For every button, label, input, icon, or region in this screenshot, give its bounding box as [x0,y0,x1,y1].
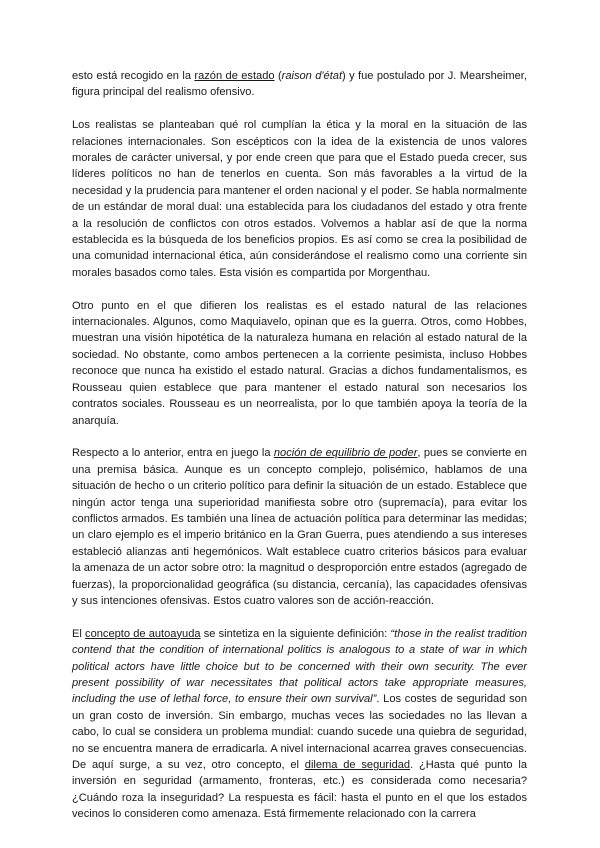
text-run: se sintetiza en la siguiente definición: [200,627,391,640]
paragraph-razon-de-estado [72,68,527,101]
term-concepto-de-autoayuda: concepto de autoayuda [85,627,201,640]
text-run: . Los costes de seguridad son un gran costo de inversión. Sin embargo, muchas veces las sociedades no las llevan a cabo, lo cual se considera un problema mundial: cuando sucede una quiebra de seguridad, no se encuentra manera de erradicarla. A nivel internacional acarrea graves consecuencias. De aquí surge, a su vez, otro concepto, el [72,693,527,771]
term-dilema-de-seguridad: dilema de seguridad [304,759,411,771]
text-run: , pues se convierte en una premisa básica. Aunque es un concepto complejo, polisémico, hablamos de una situación de hecho o un criterio político para definir la situación de un estado. Establece que ningún actor tenga una superioridad manifiesta sobre otro (supremacía), para evitar los conflictos armados. Es también una línea de actuación política para determinar las medidas; un claro ejemplo es el imperio británico en la Gran Guerra, pues atendiendo a sus intereses estableció alianzas anti hegemónicos. Walt establece cuatro criterios básicos para evaluar la amenaza de un actor sobre otro: la magnitud o desproporción entre estados (agregado de fuerzas), la proporcionalidad geográfica (su distancia, cercanía), las capacidades ofensivas y sus intenciones ofensivas. Estos cuatro valores son de acción-reacción. [72,447,527,607]
paragraph-estado-natural: Otro punto en el que difieren los realistas es el estado natural de las relaciones internacionales. Algunos, como Maquiavelo, opinan que es la guerra. Otros, como Hobbes, muestran una visión hipotética de la naturaleza humana en relación al estado natural de la sociedad. No obstante, como ambos pertenecen a la corriente pesimista, incluso Hobbes reconoce que nunca ha existido el estado natural. Gracias a dichos fundamentalismos, es Rousseau quien establece que para mantener el estado natural son necesarios los contratos sociales. Rousseau es un neorrealista, por lo que también apoya la teoría de la anarquía. [72,299,527,427]
text-run: . ¿Hasta qué punto la inversión en seguridad (armamento, fronteras, etc.) es considerada como necesaria? ¿Cuándo roza la inseguridad? La respuesta es fácil: hasta el punto en el que los estados vecinos lo consideren como amenaza. Está firmemente relacionado con la carrera [72,759,527,821]
text-run: ( [274,70,282,82]
text-run: ) y fue postulado por J. Mearsheimer, figura principal del realismo ofensivo. [72,70,527,99]
text-run: Respecto a lo anterior, entra en juego la [72,447,274,460]
term-raison-detat: raison d'état [281,70,343,82]
paragraph-autoayuda [72,626,527,823]
quote-realist-tradition: “those in the realist tradition contend that the condition of international politics is analogous to a state of war in which political actors have little choice but to be concerned with their own security. The ever present possibility of war necessitates that political actors take appropriate measures, including the use of lethal force, to ensure their own survival” [72,627,528,706]
term-razon-de-estado: razón de estado [194,70,275,82]
term-equilibrio-de-poder: noción de equilibrio de poder [273,447,418,460]
text-run: El [72,627,86,640]
paragraph-etica-moral: Los realistas se planteaban qué rol cumplían la ética y la moral en la situación de las relaciones internacionales. Son escépticos con la idea de la existencia de unos valores morales de carácter universal, y por ende creen que para que el Estado pueda crecer, sus líderes políticos no han de tenerlos en cuenta. Son más favorables a la virtud de la necesidad y la prudencia para mantener el orden nacional y el poder. Se habla normalmente de un estándar de moral dual: una establecida para los ciudadanos del estado y otra frente a la resolución de conflictos con otros estados. Volvemos a hablar así de que la norma establecida es la búsqueda de los beneficios propios. Es así como se crea la posibilidad de una comunidad internacional ética, aún considerándose el realismo como una corriente sin morales basados como tales. Esta visión es compartida por Morgenthau. [72,119,527,279]
paragraph-equilibrio-de-poder [72,445,527,609]
text-run: esto está recogido en la [72,70,195,82]
document-page [72,68,527,839]
